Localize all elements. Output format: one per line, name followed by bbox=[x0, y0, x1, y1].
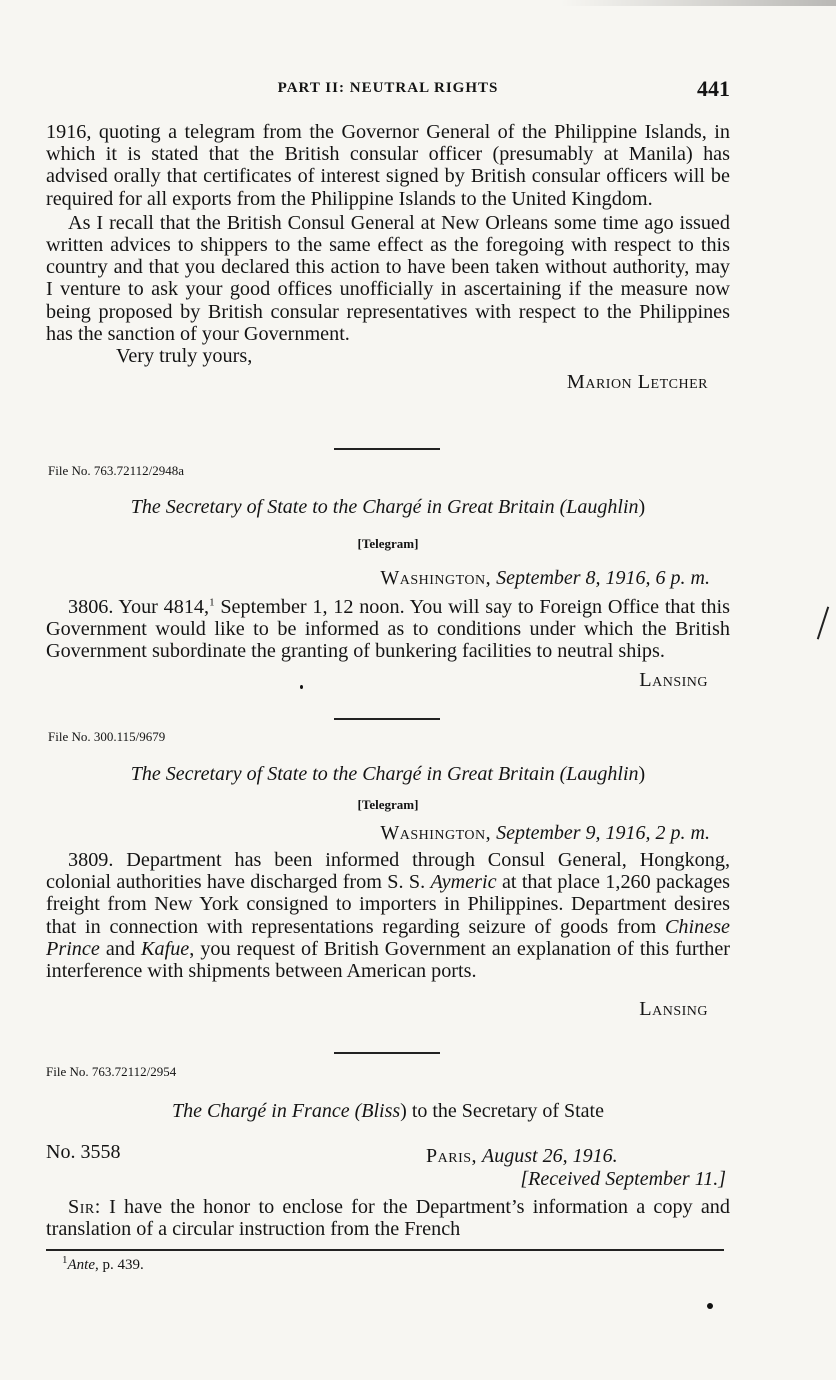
scan-mark bbox=[817, 607, 829, 640]
dateline bbox=[380, 567, 710, 590]
letter-body bbox=[46, 1196, 730, 1240]
message-text: 3806. Your 4814,$^1$ September 1, 12 noon. You will say to Foreign Office that this Government would like to be informed as to conditions under which the British Government subordinate the granting of bunkering facilities to neutral ships. bbox=[46, 596, 730, 663]
section-divider bbox=[334, 1052, 440, 1054]
scan-edge-shadow bbox=[560, 0, 836, 6]
place: Washington, bbox=[380, 567, 492, 589]
message-text: 3809. Department has been informed through Consul General, Hongkong, colonial authorities have discharged from S. S. Aymeric at that place 1,260 packages freight from New York consigned to importers in Philippines. Department desires that in connection with representations regarding seizure of goods from Chinese Prince and Kafue, you request of British Government an explanation of this further interference with shipments between American ports. bbox=[46, 849, 731, 983]
dateline bbox=[426, 1145, 618, 1168]
date: August 26, 1916. bbox=[482, 1145, 618, 1167]
scan-speck bbox=[707, 1303, 713, 1309]
file-number: File No. 763.72112/2948a bbox=[48, 463, 185, 478]
letter-continuation bbox=[46, 121, 730, 393]
despatch-number: No. 3558 bbox=[46, 1141, 121, 1163]
addressee-name: Laughlin bbox=[566, 496, 639, 518]
file-number: File No. 763.72112/2954 bbox=[46, 1064, 177, 1079]
letter-signature: Marion Letcher bbox=[566, 371, 708, 394]
section-divider bbox=[334, 718, 440, 720]
ship-name: Kafue bbox=[141, 937, 190, 960]
addressee-name: Laughlin bbox=[566, 763, 639, 785]
telegram-label: [Telegram] bbox=[357, 797, 419, 812]
ship-name: Aymeric bbox=[430, 871, 497, 894]
signature: Lansing bbox=[639, 668, 708, 691]
signature: Lansing bbox=[639, 998, 708, 1021]
received-date: [Received September 11.] bbox=[520, 1168, 726, 1190]
addressee-name: Bliss bbox=[361, 1100, 401, 1122]
letter-paragraph-2: As I recall that the British Consul General at New Orleans some time ago issued written advices to shippers to the same effect as the foregoing with respect to this country and that you declared this action to have been taken without authority, may I venture to ask your good offices unofficially in ascertaining if the measure now being proposed by British consular representatives with respect to the Philippines has the sanction of your Government. bbox=[46, 211, 730, 345]
section-divider bbox=[334, 448, 440, 450]
scan-speck bbox=[300, 685, 303, 689]
salutation: Sir: bbox=[68, 1196, 101, 1218]
dateline bbox=[380, 822, 710, 845]
place: Washington, bbox=[380, 822, 492, 844]
date: September 8, 1916, 6 p. m. bbox=[496, 567, 710, 589]
file-number: File No. 300.115/9679 bbox=[48, 729, 166, 744]
letter-closing: Very truly yours, bbox=[116, 345, 253, 368]
running-header bbox=[46, 76, 730, 106]
document-title: The Chargé in France (Bliss) to the Secretary of State bbox=[172, 1100, 604, 1122]
page-number: 441 bbox=[697, 76, 730, 101]
section-title: PART II: NEUTRAL RIGHTS bbox=[277, 80, 499, 96]
message-text: Sir: I have the honor to enclose for the Department’s information a copy and translation of a circular instruction from the French bbox=[46, 1196, 730, 1241]
telegram-body bbox=[46, 596, 730, 691]
document-title: The Secretary of State to the Chargé in Great Britain (Laughlin) bbox=[130, 496, 646, 518]
footnote-rule bbox=[46, 1249, 724, 1251]
ship-name: Chinese Prince bbox=[46, 915, 731, 960]
footnote-reference: 1 bbox=[209, 596, 215, 609]
document-title: The Secretary of State to the Chargé in Great Britain (Laughlin) bbox=[130, 763, 646, 785]
telegram-body bbox=[46, 849, 730, 1020]
footnote-mark: 1 bbox=[62, 1254, 68, 1266]
letter-paragraph-1: 1916, quoting a telegram from the Governor General of the Philippine Islands, in which it is stated that the British consular officer (presumably at Manila) has advised orally that certificates of interest signed by British consular officers will be required for all exports from the Philippine Islands to the United Kingdom. bbox=[46, 121, 730, 210]
telegram-label: [Telegram] bbox=[357, 536, 419, 551]
footnote: $^1$Ante, p. 439. bbox=[62, 1254, 144, 1273]
place: Paris, bbox=[426, 1145, 478, 1167]
date: September 9, 1916, 2 p. m. bbox=[496, 822, 710, 844]
